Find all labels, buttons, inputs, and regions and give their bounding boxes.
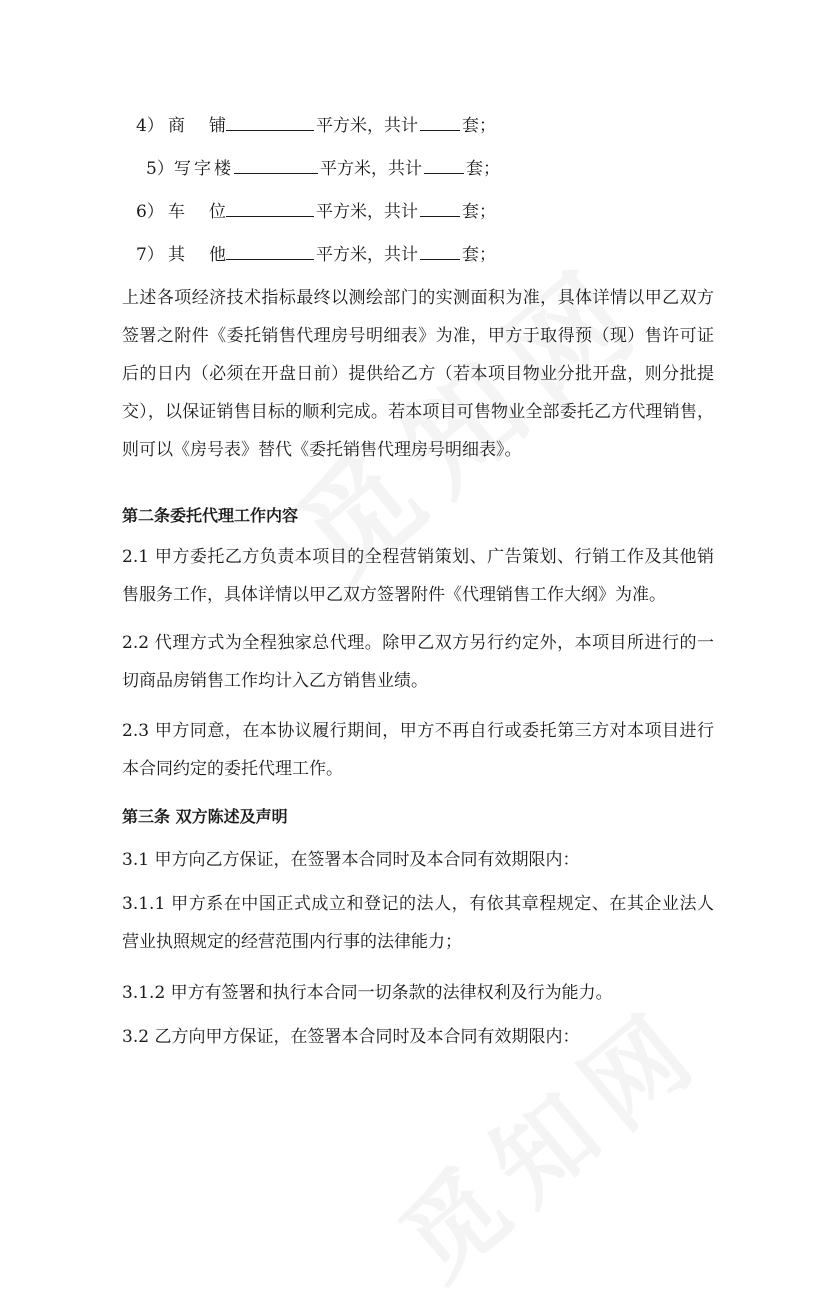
count-blank[interactable] <box>424 153 464 174</box>
unit-text: 平方米，共计 <box>316 202 418 222</box>
unit-label: 车 位 <box>168 202 226 222</box>
unit-suffix: 套； <box>462 116 496 136</box>
area-blank[interactable] <box>226 196 314 217</box>
area-blank[interactable] <box>226 239 314 260</box>
unit-label: 其 他 <box>168 245 226 265</box>
section-2-title: 第二条委托代理工作内容 <box>122 506 299 525</box>
unit-number: 4） <box>136 116 164 136</box>
unit-number: 7） <box>136 245 164 265</box>
unit-suffix: 套； <box>462 245 496 265</box>
section-3-title: 第三条 双方陈述及声明 <box>122 807 288 826</box>
unit-label: 商 铺 <box>168 116 226 136</box>
count-blank[interactable] <box>420 239 460 260</box>
clause-3-1: 3.1 甲方向乙方保证，在签署本合同时及本合同有效期限内： <box>122 850 580 870</box>
clause-3-2: 3.2 乙方向甲方保证，在签署本合同时及本合同有效期限内： <box>122 1027 580 1047</box>
unit-label: 写字楼 <box>174 159 234 179</box>
unit-text: 平方米，共计 <box>316 245 418 265</box>
unit-suffix: 套； <box>466 159 500 179</box>
clause-2-1: 2.1 甲方委托乙方负责本项目的全程营销策划、广告策划、行销工作及其他销售服务工作，具体详情以甲乙双方签署附件《代理销售工作大纲》为准。 <box>122 547 714 605</box>
clause-3-1-1: 3.1.1 甲方系在中国正式成立和登记的法人，有依其章程规定、在其企业法人营业执照规定的经营范围内行事的法律能力； <box>122 894 714 952</box>
unit-text: 平方米，共计 <box>320 159 422 179</box>
unit-row-parking <box>136 196 496 226</box>
count-blank[interactable] <box>420 110 460 131</box>
unit-suffix: 套； <box>462 202 496 222</box>
unit-text: 平方米，共计 <box>316 116 418 136</box>
unit-number: 5） <box>146 159 174 179</box>
unit-row-shop <box>136 110 496 140</box>
clause-3-1-2: 3.1.2 甲方有签署和执行本合同一切条款的法律权利及行为能力。 <box>122 983 613 1003</box>
count-blank[interactable] <box>420 196 460 217</box>
unit-row-office <box>146 153 500 183</box>
area-blank[interactable] <box>234 153 318 174</box>
clause-2-2: 2.2 代理方式为全程独家总代理。除甲乙双方另行约定外，本项目所进行的一切商品房销售工作均计入乙方销售业绩。 <box>122 633 714 691</box>
clause-2-3: 2.3 甲方同意，在本协议履行期间，甲方不再自行或委托第三方对本项目进行本合同约定的委托代理工作。 <box>122 721 714 779</box>
unit-row-other <box>136 239 496 269</box>
unit-number: 6） <box>136 202 164 222</box>
area-blank[interactable] <box>226 110 314 131</box>
intro-paragraph: 上述各项经济技术指标最终以测绘部门的实测面积为准，具体详情以甲乙双方签署之附件《委托销售代理房号明细表》为准，甲方于取得预（现）售许可证后的日内（必须在开盘日前）提供给乙方（若本项目物业分批开盘，则分批提交），以保证销售目标的顺利完成。若本项目可售物业全部委托乙方代理销售，则可以《房号表》替代《委托销售代理房号明细表》。 <box>122 288 714 460</box>
